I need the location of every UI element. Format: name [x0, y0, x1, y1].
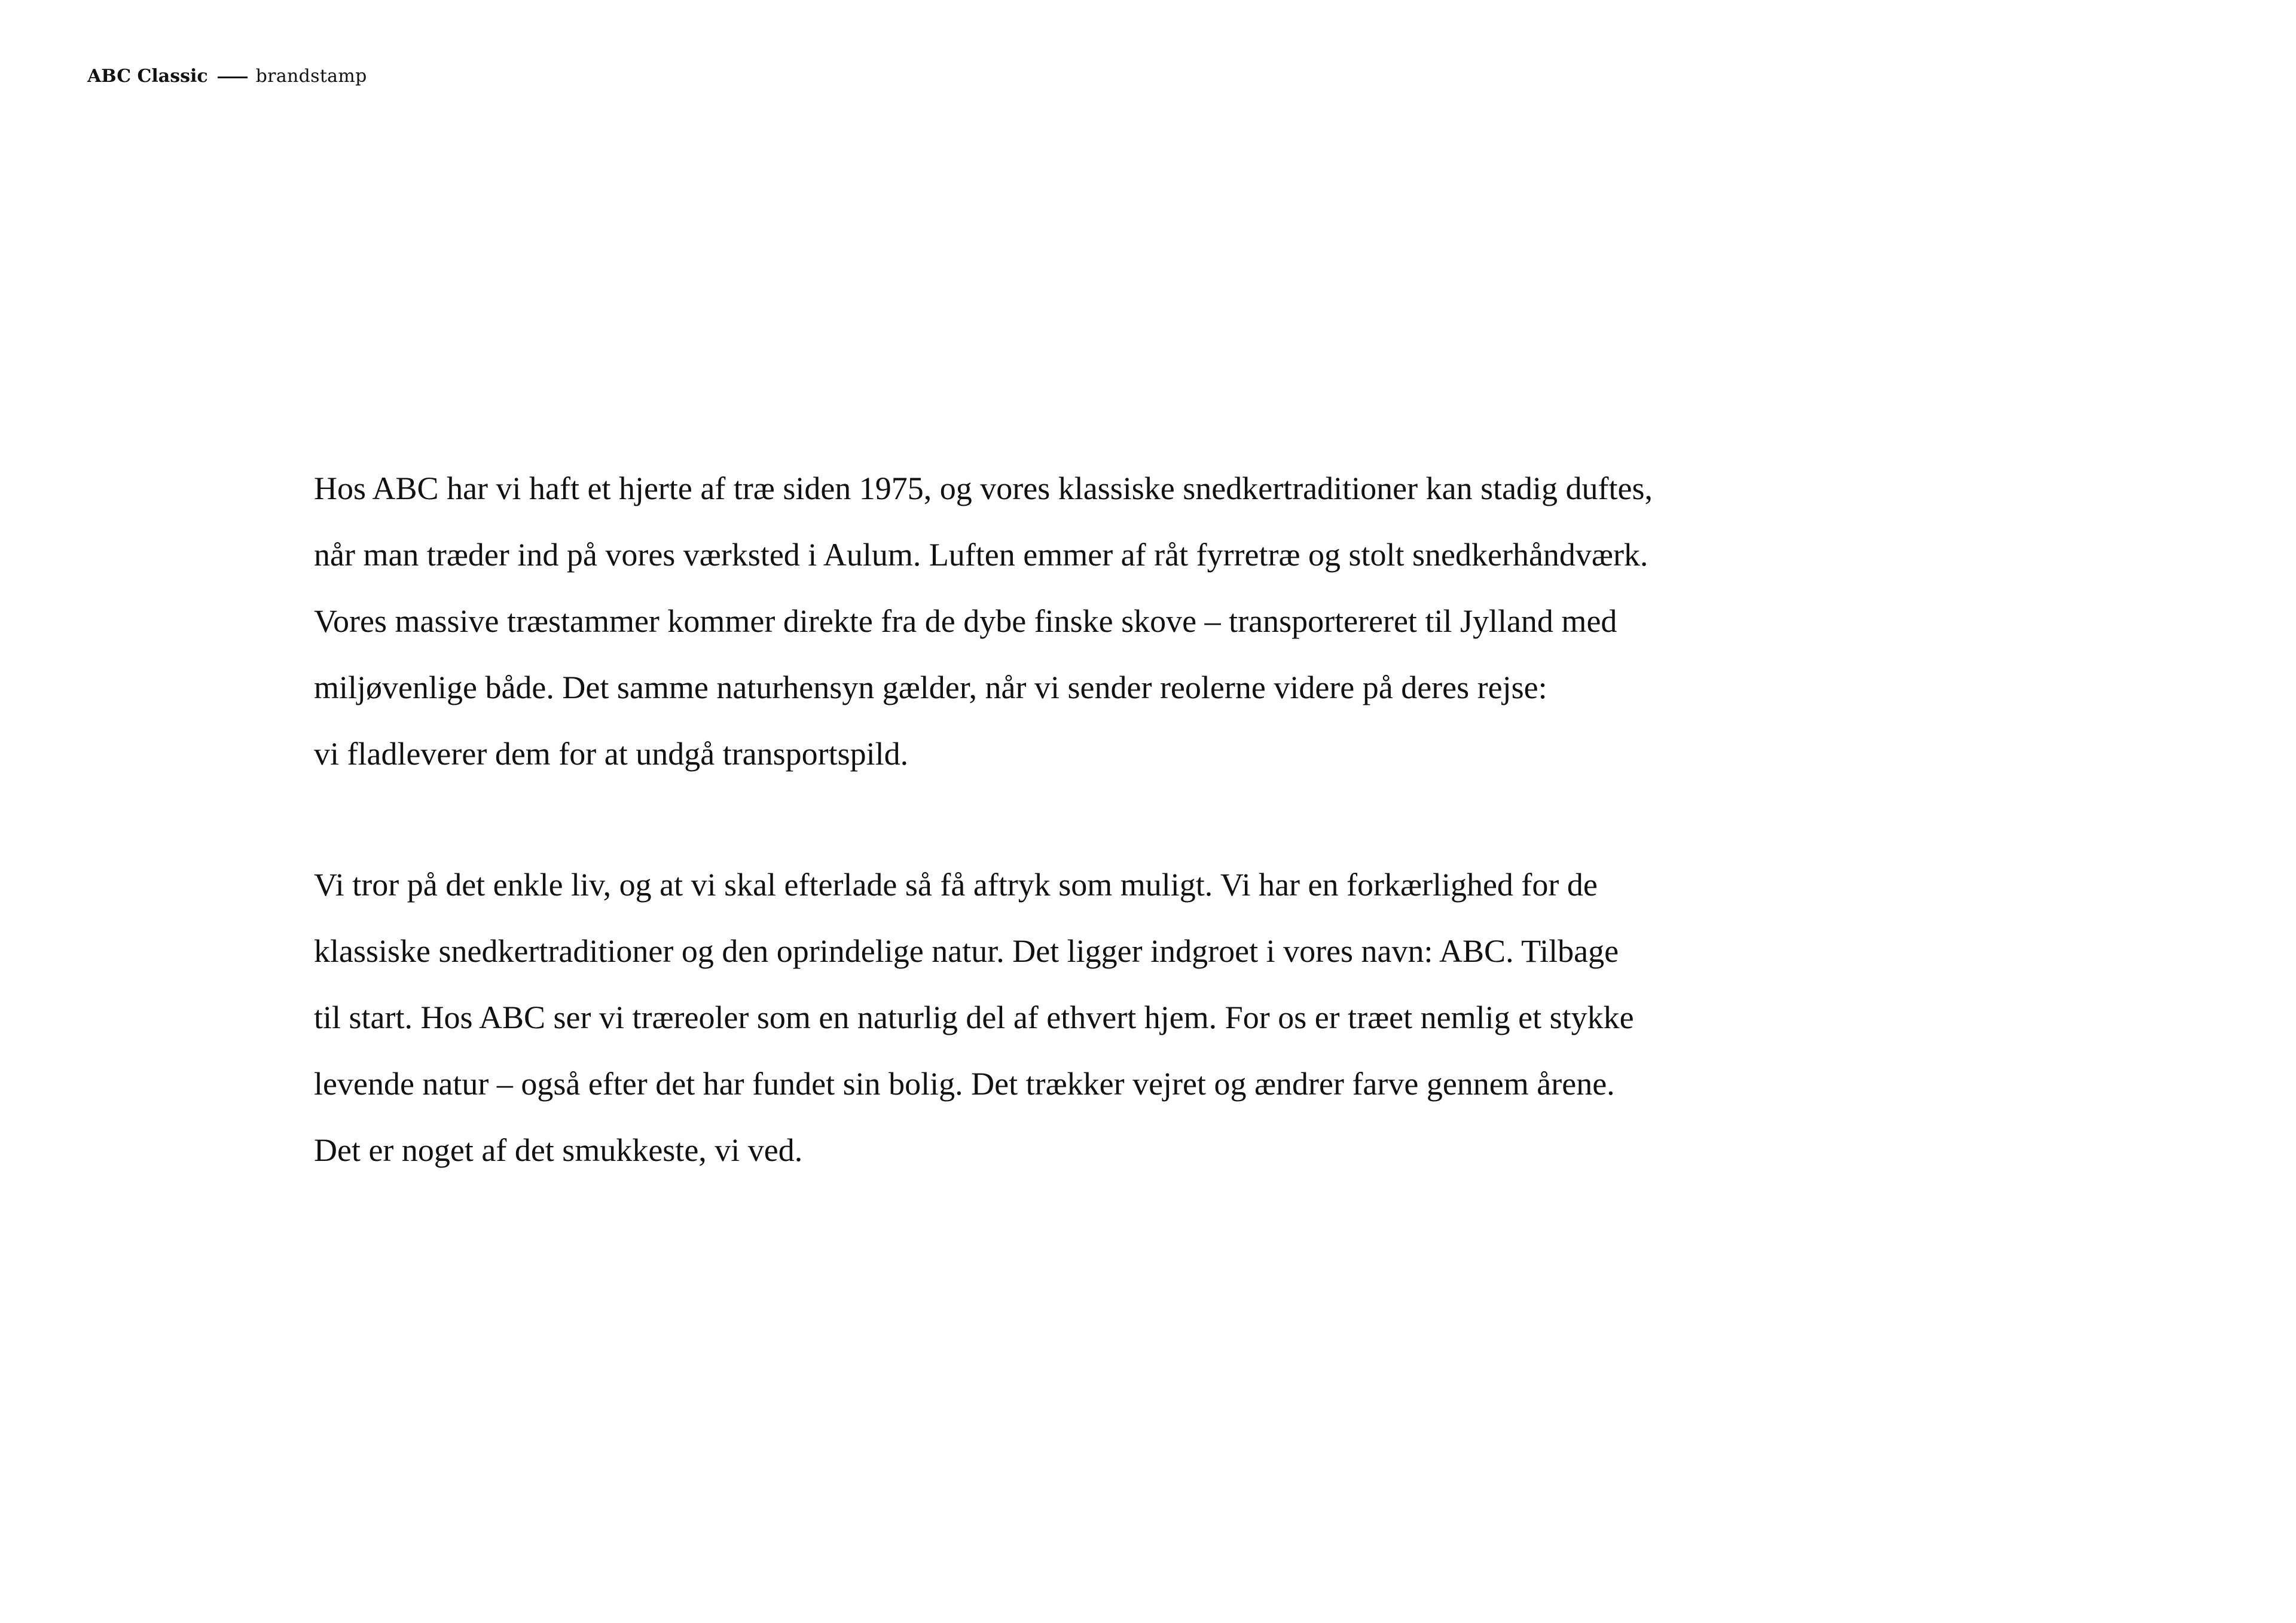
text-line: til start. Hos ABC ser vi træreoler som en naturlig del af ethvert hjem. For os er træet nemlig et stykke	[314, 1000, 1634, 1035]
text-line: vi fladleverer dem for at undgå transportspild.	[314, 736, 909, 772]
text-line: Hos ABC har vi haft et hjerte af træ siden 1975, og vores klassiske snedkertraditioner kan stadig duftes,	[314, 470, 1653, 506]
text-line: Vores massive træstammer kommer direkte fra de dybe finske skove – transportereret til Jylland med	[314, 603, 1617, 639]
text-line: Vi tror på det enkle liv, og at vi skal efterlade så få aftryk som muligt. Vi har en forkærlighed for de	[314, 867, 1598, 903]
brand-subtitle: brandstamp	[255, 66, 367, 87]
page-header	[87, 65, 367, 88]
text-line: Det er noget af det smukkeste, vi ved.	[314, 1132, 803, 1168]
paragraph-1	[314, 456, 1928, 787]
text-line: levende natur – også efter det har fundet sin bolig. Det trækker vejret og ændrer farve gennem årene.	[314, 1066, 1615, 1102]
text-line: når man træder ind på vores værksted i Aulum. Luften emmer af råt fyrretræ og stolt snedkerhåndværk.	[314, 537, 1648, 573]
brand-name: ABC Classic	[87, 66, 208, 87]
paragraph-2	[314, 852, 1928, 1184]
header-divider	[218, 77, 248, 78]
body-text	[314, 456, 1928, 1184]
text-line: miljøvenlige både. Det samme naturhensyn gælder, når vi sender reolerne videre på deres rejse:	[314, 670, 1547, 705]
text-line: klassiske snedkertraditioner og den oprindelige natur. Det ligger indgroet i vores navn: ABC. Tilbage	[314, 933, 1619, 969]
